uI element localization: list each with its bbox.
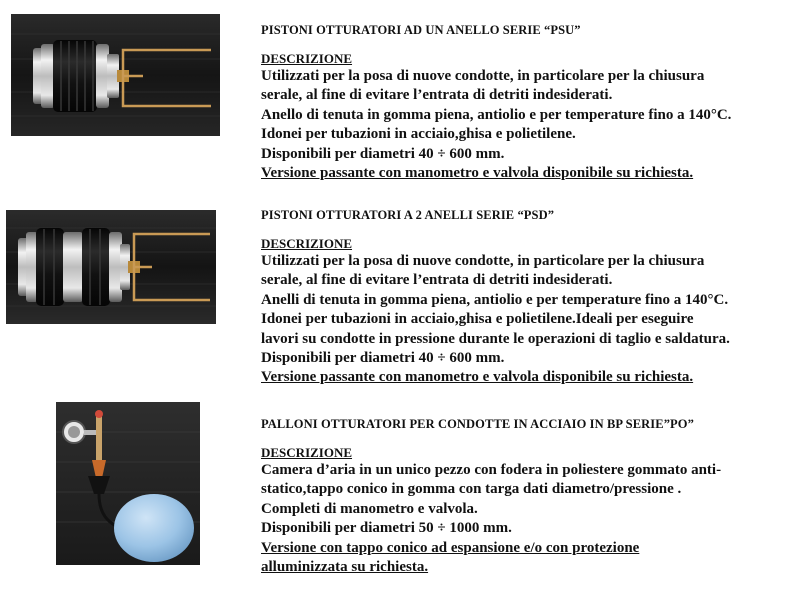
description-line: serale, al fine di evitare l’entrata di detriti indesiderati. (261, 272, 613, 289)
description-line: Completi di manometro e valvola. (261, 500, 478, 517)
product-title: PISTONI OTTURATORI AD UN ANELLO SERIE “PSU” (261, 23, 581, 37)
description-line: lavori su condotte in pressione durante le operazioni di taglio e saldatura. (261, 330, 730, 347)
description-body (261, 252, 796, 388)
description-body (261, 67, 796, 183)
description-line: Idonei per tubazioni in acciaio,ghisa e polietilene. (261, 126, 576, 143)
description-line: Disponibili per diametri 50 ÷ 1000 mm. (261, 520, 512, 537)
product-title: PISTONI OTTURATORI A 2 ANELLI SERIE “PSD” (261, 208, 555, 222)
product-section-po (261, 416, 796, 577)
description-body (261, 461, 796, 577)
description-line: Camera d’aria in un unico pezzo con fodera in poliestere gommato anti- (261, 462, 722, 478)
availability-note: Versione con tappo conico ad espansione e/o con protezione (261, 539, 640, 556)
product-section-psu (261, 22, 796, 183)
description-line: Anello di tenuta in gomma piena, antiolio e per temperature fino a 140°C. (261, 106, 732, 123)
po-balloon-photo (56, 402, 200, 565)
description-line: Disponibili per diametri 40 ÷ 600 mm. (261, 350, 505, 367)
description-heading: DESCRIZIONE (261, 236, 353, 251)
description-line: Anelli di tenuta in gomma piena, antiolio e per temperature fino a 140°C. (261, 291, 729, 308)
availability-note: Versione passante con manometro e valvola disponibile su richiesta. (261, 369, 694, 386)
psd-piston-photo (6, 210, 216, 324)
availability-note: alluminizzata su richiesta. (261, 559, 429, 576)
psu-piston-photo (11, 14, 220, 136)
description-line: Utilizzati per la posa di nuove condotte, in particolare per la chiusura (261, 253, 705, 269)
availability-note: Versione passante con manometro e valvola disponibile su richiesta. (261, 165, 694, 182)
description-heading: DESCRIZIONE (261, 51, 353, 66)
product-section-psd (261, 207, 796, 388)
description-line: serale, al fine di evitare l’entrata di detriti indesiderati. (261, 87, 613, 104)
description-line: statico,tappo conico in gomma con targa dati diametro/pressione . (261, 481, 682, 498)
description-heading: DESCRIZIONE (261, 445, 353, 460)
description-line: Utilizzati per la posa di nuove condotte, in particolare per la chiusura (261, 68, 705, 84)
description-line: Disponibili per diametri 40 ÷ 600 mm. (261, 145, 505, 162)
product-title: PALLONI OTTURATORI PER CONDOTTE IN ACCIAIO IN BP SERIE”PO” (261, 417, 694, 431)
description-line: Idonei per tubazioni in acciaio,ghisa e polietilene.Ideali per eseguire (261, 311, 694, 328)
